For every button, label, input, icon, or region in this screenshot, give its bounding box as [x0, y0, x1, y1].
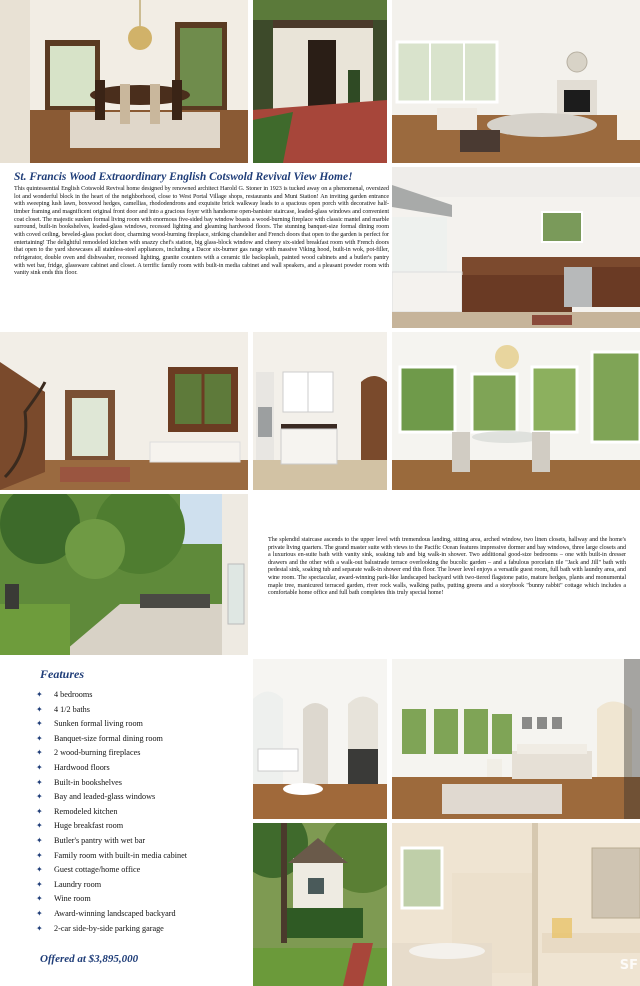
feature-item: [36, 805, 187, 820]
bullet-star-icon: ✦: [36, 923, 43, 933]
feature-label: 2-car side-by-side parking garage: [54, 923, 164, 933]
bullet-star-icon: ✦: [36, 792, 43, 802]
photo-kitchen: [392, 167, 640, 328]
photo-dining-room: [0, 0, 248, 163]
bullet-star-icon: ✦: [36, 777, 43, 787]
feature-label: Banquet-size formal dining room: [54, 733, 163, 743]
features-list: [36, 688, 187, 936]
feature-item: [36, 849, 187, 864]
intro-paragraph: This quintessential English Cotswold Revival home designed by renowned architect Harold G. Stoner in 1923 is tucked away on a phenomenal, oversized lot and wonderful block in the heart of the neighborhood, close to West Portal Village shops, restaurants and Muni Station! An inviting garden entrance with sweeping lush lawn, boxwood hedges, camellias, rhododendrons and exquisite brick walkway leads to a spacious open porch with decorative half-timber framing and magnificent original front door and into a gracious foyer with handsome open-banister staircase, leaded-glass windows and convenient coat closet. The majestic sunken formal living room with enormous five-sided bay window boasts a wood-burning fireplace with classic mantel and marble surround, built-in bookshelves, leaded-glass windows, recessed lighting and gleaming hardwood floors. The stunning banquet-size formal dining room with coved ceiling, beveled-glass pocket door, charming wood-burning fireplace, striking chandelier and French doors that open to the garden is perfect for entertaining! The delightful remodeled kitchen with snazzy chef's station, big glass-block window and cheery six-sided breakfast room with French doors that open to the yard showcases all stainless-steel appliances, including a Dacor six-burner gas range with massive Viking hood, built-in wok, pot-filler, refrigerator, double oven and dishwasher, recessed lighting, granite counters with a ceramic tile backsplash, painted wood cabinets and a butler's pantry with wet bar, fridge, glassware cabinet and closet. A terrific family room with built-in media cabinet and wall speakers, and a pleasant powder room with vanity sink ends this floor.: [14, 186, 389, 277]
feature-label: Family room with built-in media cabinet: [54, 850, 188, 860]
photo-breakfast-room: [392, 332, 640, 490]
feature-label: Laundry room: [54, 879, 102, 889]
feature-label: Wine room: [54, 894, 91, 904]
feature-label: 4 1/2 baths: [54, 704, 90, 714]
bullet-star-icon: ✦: [36, 835, 43, 845]
feature-item: [36, 922, 187, 937]
photo-butlers-pantry: [253, 332, 387, 490]
photo-foyer-staircase: [0, 332, 248, 490]
photo-master-bedroom: [392, 659, 640, 819]
photo-house-exterior: [253, 823, 387, 986]
feature-item: [36, 717, 187, 732]
bullet-star-icon: ✦: [36, 690, 43, 699]
bullet-star-icon: ✦: [36, 879, 43, 889]
feature-label: Huge breakfast room: [54, 821, 124, 831]
feature-item: [36, 863, 187, 878]
bullet-star-icon: ✦: [36, 850, 43, 860]
photo-master-bath: [392, 823, 640, 986]
feature-label: 4 bedrooms: [54, 690, 93, 699]
feature-item: [36, 732, 187, 747]
feature-label: Bay and leaded-glass windows: [54, 792, 156, 802]
watermark-logo: SF: [619, 958, 638, 973]
feature-label: Remodeled kitchen: [54, 806, 118, 816]
feature-item: [36, 703, 187, 718]
bullet-star-icon: ✦: [36, 733, 43, 743]
feature-label: Butler's pantry with wet bar: [54, 835, 146, 845]
feature-item: [36, 688, 187, 703]
feature-label: Hardwood floors: [54, 762, 110, 772]
feature-label: Award-winning landscaped backyard: [54, 908, 176, 918]
bullet-star-icon: ✦: [36, 719, 43, 729]
bullet-star-icon: ✦: [36, 806, 43, 816]
feature-item: [36, 790, 187, 805]
bullet-star-icon: ✦: [36, 908, 43, 918]
photo-hallway: [253, 659, 387, 819]
feature-item: [36, 892, 187, 907]
bullet-star-icon: ✦: [36, 865, 43, 875]
bullet-star-icon: ✦: [36, 821, 43, 831]
feature-label: 2 wood-burning fireplaces: [54, 748, 141, 758]
feature-item: [36, 878, 187, 893]
feature-item: [36, 746, 187, 761]
bullet-star-icon: ✦: [36, 894, 43, 904]
feature-item: [36, 907, 187, 922]
feature-item: [36, 776, 187, 791]
feature-item: [36, 834, 187, 849]
bullet-star-icon: ✦: [36, 748, 43, 758]
feature-item: [36, 761, 187, 776]
listing-headline: St. Francis Wood Extraordinary English Cotswold Revival View Home!: [14, 171, 353, 183]
bullet-star-icon: ✦: [36, 704, 43, 714]
features-title: Features: [40, 667, 85, 681]
feature-item: [36, 819, 187, 834]
bullet-star-icon: ✦: [36, 762, 43, 772]
feature-label: Built-in bookshelves: [54, 777, 122, 787]
second-paragraph: The splendid staircase ascends to the upper level with tremendous landing, sitting area, arched window, two linen closets, hallway and the home's private living quarters. The grand master suite with views to the Pacific Ocean features impressive dormer and bay windows, three large closets and a luxurious en-suite bath with vanity sink, soaking tub and big walk-in shower. Two additional good-size bedrooms – one with built-in dresser drawers and the other with a walk-out balustrade terrace overlooking the bucolic garden – and a fabulous porcelain tile "Jack and Jill" bath with pedestal sink, soaking tub and separate walk-in shower end this floor. The lower level enjoys a versatile guest room, full bath with laundry area, and wine room. The spectacular, award-winning park-like landscaped backyard with two-tiered flagstone patio, mature hedges, plants and monumental maple tree, manicured terraced garden, river rock walls, walking paths, putting greens and a storybook "bunny rabbit" cottage which includes a comfortable home office and full bath completes this truly special home!: [268, 537, 626, 597]
offer-price: Offered at $3,895,000: [40, 953, 139, 965]
photo-living-room: [392, 0, 640, 163]
feature-label: Sunken formal living room: [54, 719, 143, 729]
feature-label: Guest cottage/home office: [54, 865, 141, 875]
photo-backyard-patio: [0, 494, 248, 655]
photo-front-entrance: [253, 0, 387, 163]
